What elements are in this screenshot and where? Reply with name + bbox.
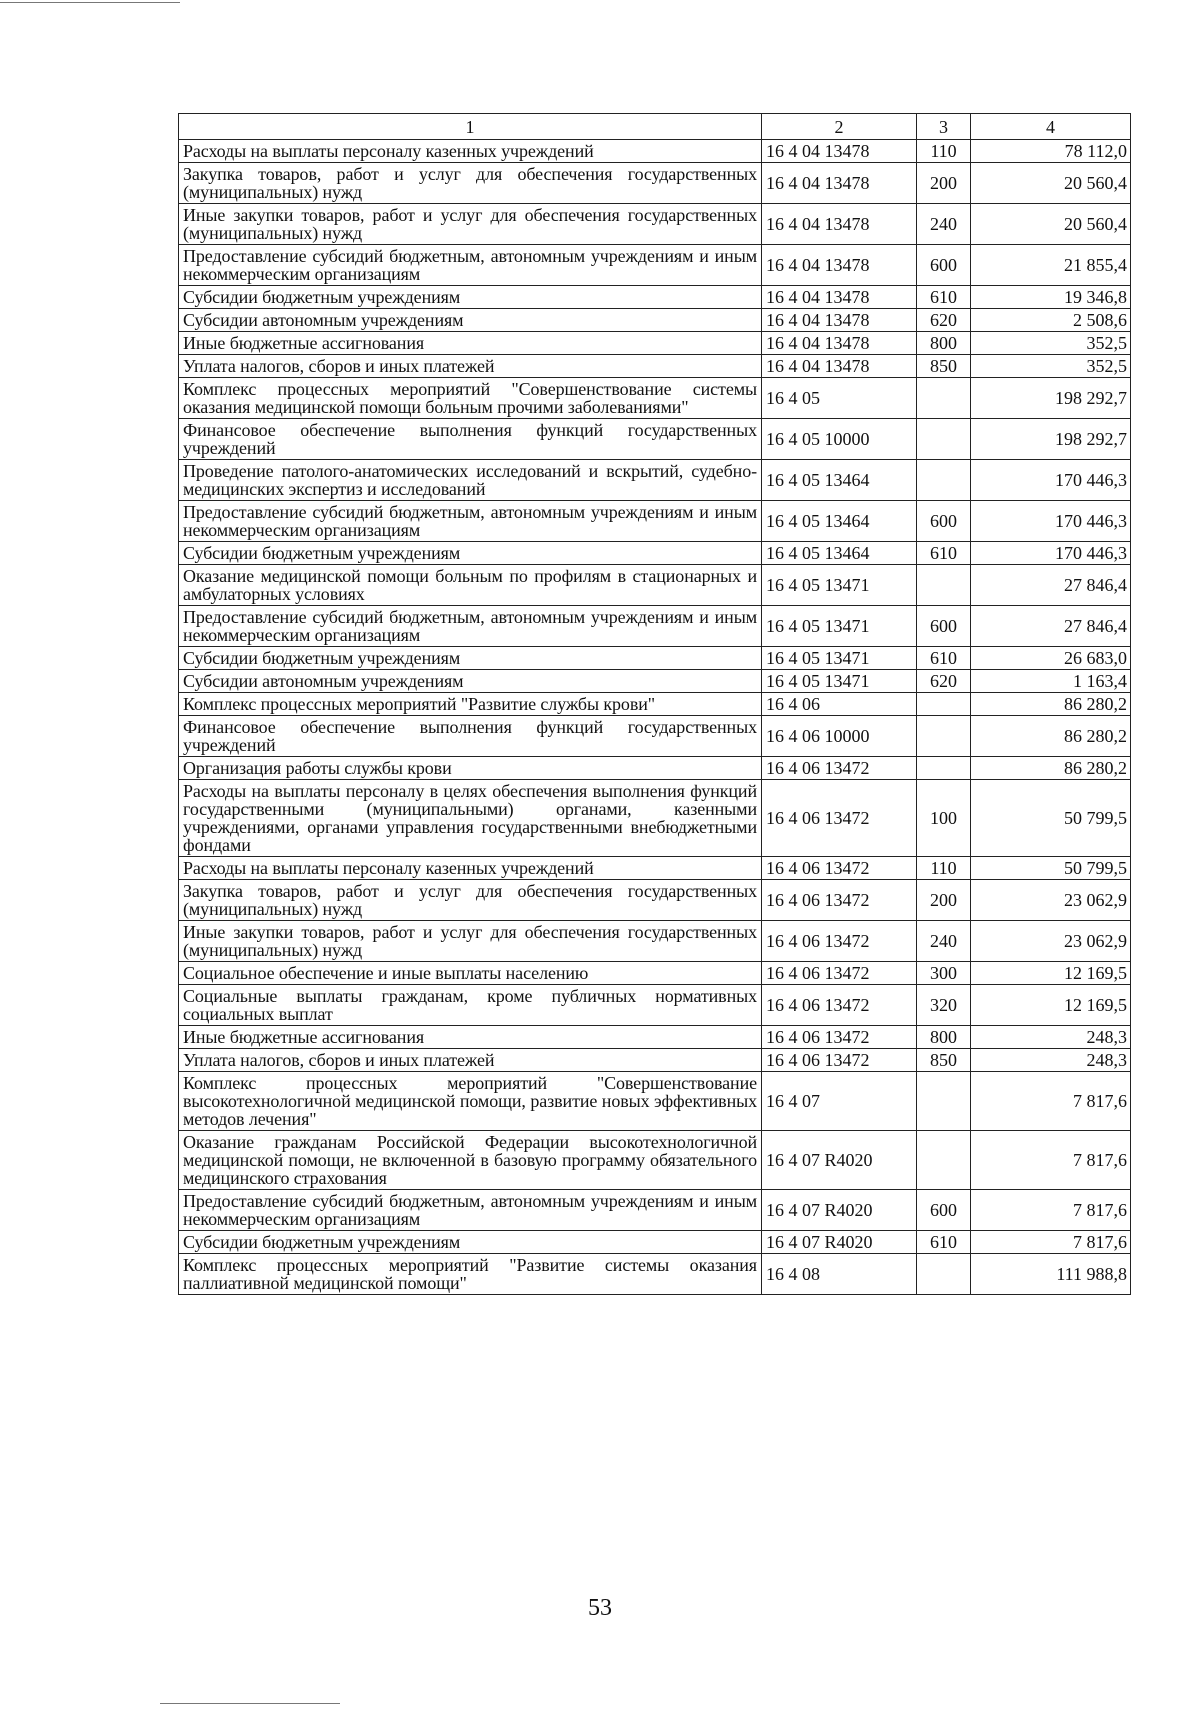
row-amount: 352,5 [971,355,1131,378]
row-code: 16 4 06 10000 [762,716,917,757]
row-description: Предоставление субсидий бюджетным, автономным учреждениям и иным некоммерческим организациям [179,606,762,647]
row-amount: 86 280,2 [971,757,1131,780]
table-row [179,780,1131,857]
row-description: Социальное обеспечение и иные выплаты населению [179,962,762,985]
row-amount: 86 280,2 [971,716,1131,757]
row-description: Субсидии бюджетным учреждениям [179,1231,762,1254]
row-expense-group [917,378,971,419]
row-amount: 2 508,6 [971,309,1131,332]
row-code: 16 4 06 13472 [762,921,917,962]
row-expense-group: 620 [917,309,971,332]
row-amount: 26 683,0 [971,647,1131,670]
table-row [179,460,1131,501]
row-description: Субсидии автономным учреждениям [179,670,762,693]
table-row [179,757,1131,780]
table-row [179,716,1131,757]
table-row [179,606,1131,647]
row-amount: 50 799,5 [971,780,1131,857]
row-description: Социальные выплаты гражданам, кроме публичных нормативных социальных выплат [179,985,762,1026]
row-expense-group: 800 [917,332,971,355]
table-row [179,1231,1131,1254]
row-expense-group: 600 [917,1190,971,1231]
table-row [179,286,1131,309]
row-code: 16 4 05 [762,378,917,419]
row-expense-group: 240 [917,921,971,962]
row-amount: 12 169,5 [971,985,1131,1026]
row-description: Уплата налогов, сборов и иных платежей [179,355,762,378]
row-expense-group: 850 [917,1049,971,1072]
row-code: 16 4 06 13472 [762,1049,917,1072]
table-row [179,921,1131,962]
row-code: 16 4 06 13472 [762,757,917,780]
row-amount: 23 062,9 [971,880,1131,921]
row-description: Расходы на выплаты персоналу в целях обеспечения выполнения функций государственными (муниципальными) органами, казенными учреждениями, органами управления государственными внебюджетными фондами [179,780,762,857]
table-row [179,1072,1131,1131]
row-description: Закупка товаров, работ и услуг для обеспечения государственных (муниципальных) нужд [179,163,762,204]
table-row [179,245,1131,286]
row-expense-group [917,757,971,780]
row-description: Комплекс процессных мероприятий "Развитие службы крови" [179,693,762,716]
scan-edge-bottom [160,1703,340,1704]
row-code: 16 4 06 13472 [762,880,917,921]
row-code: 16 4 05 13471 [762,606,917,647]
table-row [179,880,1131,921]
row-description: Уплата налогов, сборов и иных платежей [179,1049,762,1072]
table-body [179,140,1131,1295]
row-code: 16 4 04 13478 [762,332,917,355]
row-expense-group: 240 [917,204,971,245]
row-code: 16 4 07 R4020 [762,1231,917,1254]
row-code: 16 4 07 R4020 [762,1131,917,1190]
table-row [179,1026,1131,1049]
table-row [179,332,1131,355]
row-expense-group: 200 [917,163,971,204]
row-expense-group [917,693,971,716]
header-col-3: 3 [917,114,971,140]
row-expense-group [917,419,971,460]
row-expense-group: 610 [917,1231,971,1254]
table-row [179,670,1131,693]
row-code: 16 4 05 10000 [762,419,917,460]
row-expense-group: 600 [917,245,971,286]
row-description: Субсидии бюджетным учреждениям [179,286,762,309]
row-expense-group [917,1131,971,1190]
row-expense-group: 850 [917,355,971,378]
table-row [179,140,1131,163]
row-code: 16 4 07 R4020 [762,1190,917,1231]
row-code: 16 4 05 13464 [762,501,917,542]
row-code: 16 4 05 13471 [762,670,917,693]
row-amount: 1 163,4 [971,670,1131,693]
budget-table [178,113,1131,1295]
header-col-1: 1 [179,114,762,140]
row-description: Предоставление субсидий бюджетным, автономным учреждениям и иным некоммерческим организациям [179,501,762,542]
row-amount: 248,3 [971,1049,1131,1072]
table-row [179,378,1131,419]
row-expense-group: 610 [917,647,971,670]
row-code: 16 4 04 13478 [762,286,917,309]
row-code: 16 4 06 13472 [762,780,917,857]
row-description: Расходы на выплаты персоналу казенных учреждений [179,857,762,880]
row-description: Иные бюджетные ассигнования [179,1026,762,1049]
row-expense-group: 110 [917,140,971,163]
row-code: 16 4 04 13478 [762,245,917,286]
row-amount: 170 446,3 [971,542,1131,565]
table-row [179,355,1131,378]
row-code: 16 4 04 13478 [762,163,917,204]
row-amount: 111 988,8 [971,1254,1131,1295]
row-amount: 170 446,3 [971,501,1131,542]
row-description: Закупка товаров, работ и услуг для обеспечения государственных (муниципальных) нужд [179,880,762,921]
row-amount: 7 817,6 [971,1231,1131,1254]
row-code: 16 4 06 13472 [762,985,917,1026]
table-row [179,419,1131,460]
table-row [179,647,1131,670]
row-expense-group: 100 [917,780,971,857]
row-code: 16 4 04 13478 [762,309,917,332]
row-description: Предоставление субсидий бюджетным, автономным учреждениям и иным некоммерческим организациям [179,1190,762,1231]
row-amount: 170 446,3 [971,460,1131,501]
table-row [179,163,1131,204]
row-description: Предоставление субсидий бюджетным, автономным учреждениям и иным некоммерческим организациям [179,245,762,286]
row-code: 16 4 05 13464 [762,542,917,565]
row-expense-group: 620 [917,670,971,693]
row-expense-group [917,460,971,501]
table-row [179,985,1131,1026]
row-expense-group [917,1254,971,1295]
row-amount: 198 292,7 [971,419,1131,460]
header-col-4: 4 [971,114,1131,140]
row-description: Оказание медицинской помощи больным по профилям в стационарных и амбулаторных условиях [179,565,762,606]
row-expense-group: 800 [917,1026,971,1049]
table-row [179,542,1131,565]
row-amount: 19 346,8 [971,286,1131,309]
row-expense-group [917,716,971,757]
row-amount: 50 799,5 [971,857,1131,880]
table-header-row [179,114,1131,140]
scan-edge-top [0,2,180,3]
row-description: Субсидии автономным учреждениям [179,309,762,332]
table-row [179,501,1131,542]
row-description: Субсидии бюджетным учреждениям [179,647,762,670]
row-amount: 27 846,4 [971,606,1131,647]
row-expense-group: 300 [917,962,971,985]
row-code: 16 4 04 13478 [762,140,917,163]
row-description: Финансовое обеспечение выполнения функций государственных учреждений [179,716,762,757]
row-expense-group: 600 [917,606,971,647]
row-description: Проведение патолого-анатомических исследований и вскрытий, судебно-медицинских экспертиз и исследований [179,460,762,501]
row-description: Иные закупки товаров, работ и услуг для обеспечения государственных (муниципальных) нужд [179,921,762,962]
row-code: 16 4 06 13472 [762,962,917,985]
row-amount: 20 560,4 [971,204,1131,245]
row-expense-group: 320 [917,985,971,1026]
table-row [179,962,1131,985]
row-expense-group: 200 [917,880,971,921]
row-amount: 12 169,5 [971,962,1131,985]
table-row [179,693,1131,716]
row-description: Оказание гражданам Российской Федерации высокотехнологичной медицинской помощи, не включенной в базовую программу обязательного медицинского страхования [179,1131,762,1190]
header-col-2: 2 [762,114,917,140]
table-row [179,204,1131,245]
page-number: 53 [588,1595,612,1621]
row-code: 16 4 08 [762,1254,917,1295]
row-description: Расходы на выплаты персоналу казенных учреждений [179,140,762,163]
row-code: 16 4 06 [762,693,917,716]
row-code: 16 4 05 13471 [762,565,917,606]
row-amount: 21 855,4 [971,245,1131,286]
table-row [179,1049,1131,1072]
table-row [179,309,1131,332]
row-expense-group: 600 [917,501,971,542]
row-code: 16 4 04 13478 [762,204,917,245]
row-description: Иные закупки товаров, работ и услуг для обеспечения государственных (муниципальных) нужд [179,204,762,245]
table-row [179,1131,1131,1190]
row-amount: 7 817,6 [971,1072,1131,1131]
row-code: 16 4 05 13471 [762,647,917,670]
row-description: Субсидии бюджетным учреждениям [179,542,762,565]
table-row [179,857,1131,880]
row-description: Комплекс процессных мероприятий "Совершенствование системы оказания медицинской помощи больным прочими заболеваниями" [179,378,762,419]
row-expense-group: 610 [917,542,971,565]
row-description: Организация работы службы крови [179,757,762,780]
row-code: 16 4 05 13464 [762,460,917,501]
row-amount: 248,3 [971,1026,1131,1049]
row-amount: 20 560,4 [971,163,1131,204]
row-amount: 86 280,2 [971,693,1131,716]
row-code: 16 4 06 13472 [762,1026,917,1049]
row-amount: 7 817,6 [971,1190,1131,1231]
row-code: 16 4 04 13478 [762,355,917,378]
row-amount: 78 112,0 [971,140,1131,163]
table-row [179,1190,1131,1231]
row-code: 16 4 06 13472 [762,857,917,880]
row-description: Комплекс процессных мероприятий "Развитие системы оказания паллиативной медицинской помощи" [179,1254,762,1295]
row-amount: 198 292,7 [971,378,1131,419]
row-expense-group: 110 [917,857,971,880]
table-row [179,565,1131,606]
row-description: Комплекс процессных мероприятий "Совершенствование высокотехнологичной медицинской помощи, развитие новых эффективных методов лечения" [179,1072,762,1131]
row-amount: 23 062,9 [971,921,1131,962]
row-amount: 27 846,4 [971,565,1131,606]
table-row [179,1254,1131,1295]
row-expense-group [917,565,971,606]
row-description: Иные бюджетные ассигнования [179,332,762,355]
row-expense-group [917,1072,971,1131]
row-expense-group: 610 [917,286,971,309]
row-amount: 352,5 [971,332,1131,355]
row-amount: 7 817,6 [971,1131,1131,1190]
row-description: Финансовое обеспечение выполнения функций государственных учреждений [179,419,762,460]
row-code: 16 4 07 [762,1072,917,1131]
